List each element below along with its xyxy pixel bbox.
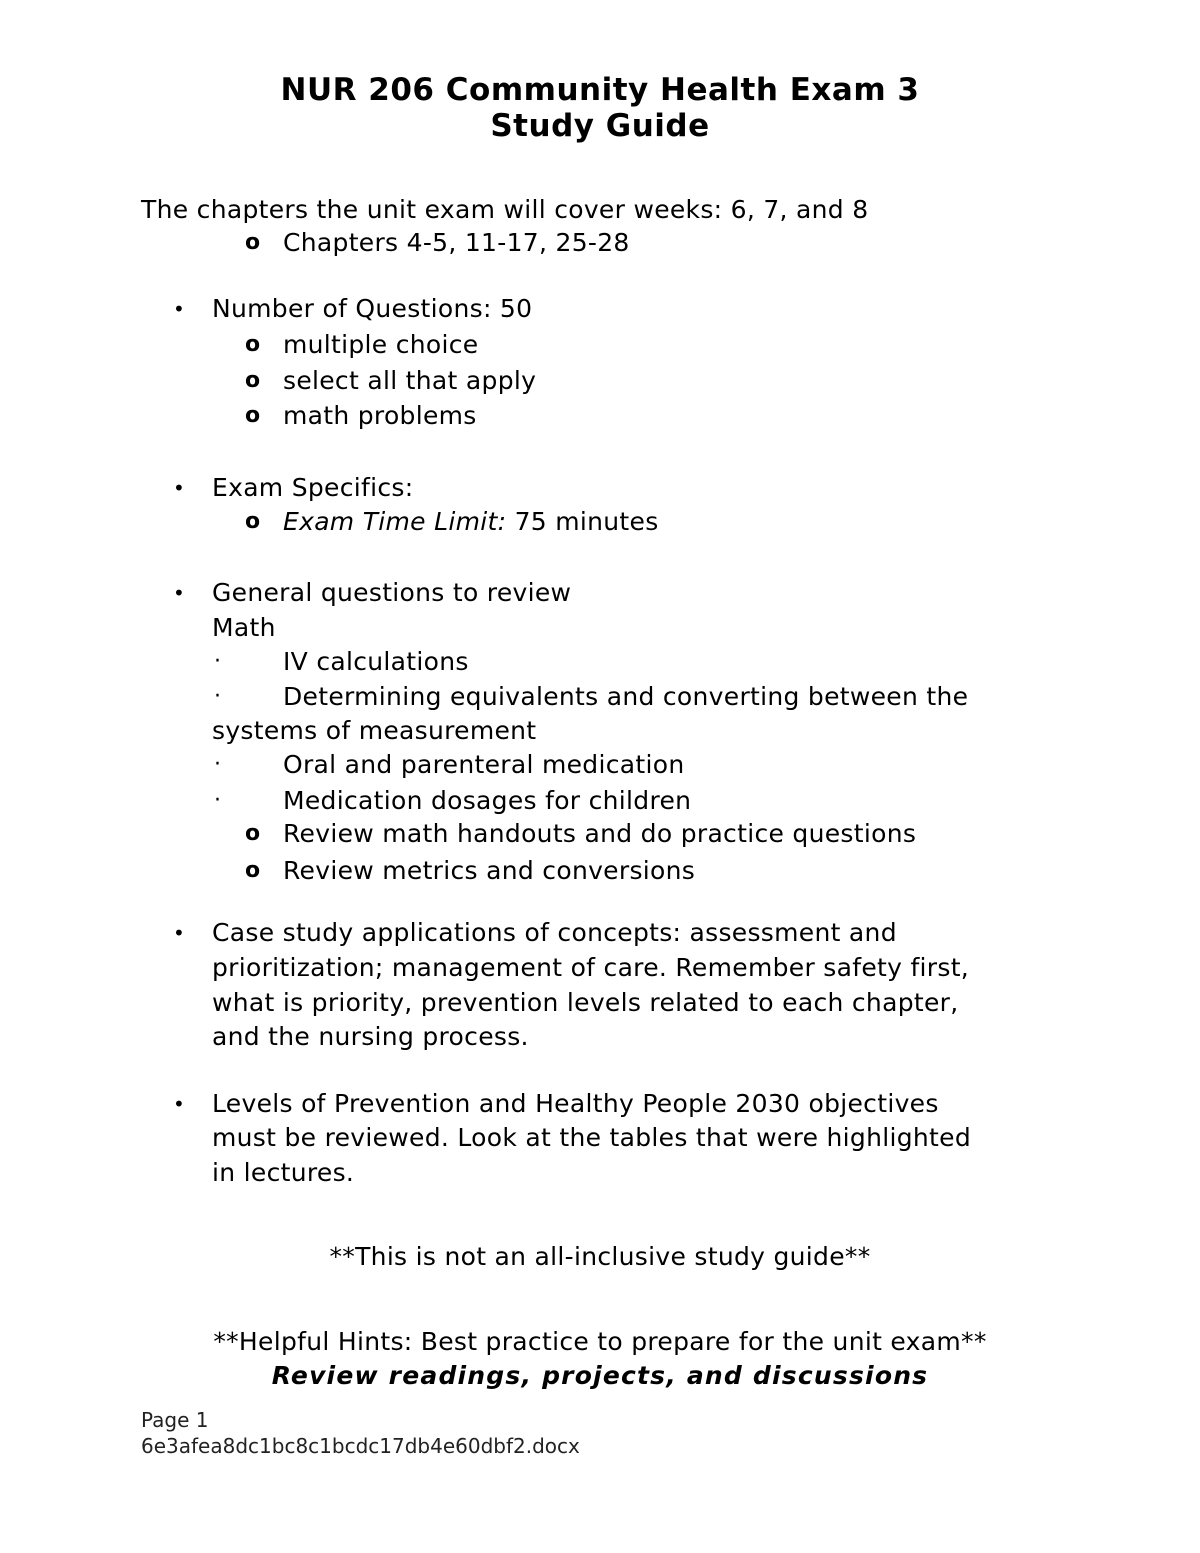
review-item: Review metrics and conversions (283, 856, 696, 885)
middle-dot-icon: · (214, 649, 221, 674)
file-name: 6e3afea8dc1bc8c1bcdc17db4e60dbf2.docx (141, 1434, 580, 1458)
question-type-item: math problems (283, 401, 477, 430)
time-limit-label: Exam Time Limit: (283, 507, 507, 536)
circle-bullet-icon: o (245, 368, 261, 393)
case-study-line: prioritization; management of care. Remember safety first, (212, 953, 970, 982)
helpful-hints-note: **Helpful Hints: Best practice to prepare for the unit exam** (213, 1327, 987, 1356)
question-type-item: multiple choice (283, 330, 479, 359)
case-study-line: and the nursing process. (212, 1022, 529, 1051)
math-topic-item: IV calculations (283, 647, 469, 676)
middle-dot-icon: · (214, 788, 221, 813)
prevention-line: Levels of Prevention and Healthy People 2030 objectives (212, 1089, 939, 1118)
math-topic-item: Oral and parenteral medication (283, 750, 685, 779)
circle-bullet-icon: o (245, 332, 261, 357)
circle-bullet-icon: o (245, 509, 261, 534)
prevention-line: must be reviewed. Look at the tables that were highlighted (212, 1123, 971, 1152)
math-topic-item-continued: systems of measurement (212, 716, 537, 745)
prevention-line: in lectures. (212, 1158, 355, 1187)
bullet-icon: • (173, 581, 185, 605)
general-heading: General questions to review (212, 578, 572, 607)
intro-text: The chapters the unit exam will cover weeks: 6, 7, and 8 (141, 195, 869, 224)
question-type-item: select all that apply (283, 366, 537, 395)
bullet-icon: • (173, 297, 185, 321)
circle-bullet-icon: o (245, 230, 261, 255)
chapters-item: Chapters 4-5, 11-17, 25-28 (283, 228, 630, 257)
questions-heading: Number of Questions: 50 (212, 294, 533, 323)
math-topic-item: Medication dosages for children (283, 786, 692, 815)
page-number: Page 1 (141, 1408, 209, 1432)
case-study-line: what is priority, prevention levels related to each chapter, (212, 988, 959, 1017)
case-study-line: Case study applications of concepts: assessment and (212, 918, 897, 947)
middle-dot-icon: · (214, 684, 221, 709)
document-subtitle: Study Guide (490, 108, 710, 144)
bullet-icon: • (173, 1092, 185, 1116)
circle-bullet-icon: o (245, 403, 261, 428)
review-item: Review math handouts and do practice questions (283, 819, 917, 848)
math-subheading: Math (212, 613, 276, 642)
review-reminder: Review readings, projects, and discussions (271, 1361, 929, 1390)
middle-dot-icon: · (214, 752, 221, 777)
circle-bullet-icon: o (245, 858, 261, 883)
not-inclusive-note: **This is not an all-inclusive study guide** (329, 1242, 871, 1271)
math-topic-item: Determining equivalents and converting between the (283, 682, 969, 711)
document-title: NUR 206 Community Health Exam 3 (280, 72, 920, 108)
time-limit-item (283, 507, 659, 537)
specifics-heading: Exam Specifics: (212, 473, 414, 502)
bullet-icon: • (173, 476, 185, 500)
time-limit-value: 75 minutes (514, 507, 659, 536)
circle-bullet-icon: o (245, 821, 261, 846)
bullet-icon: • (173, 921, 185, 945)
